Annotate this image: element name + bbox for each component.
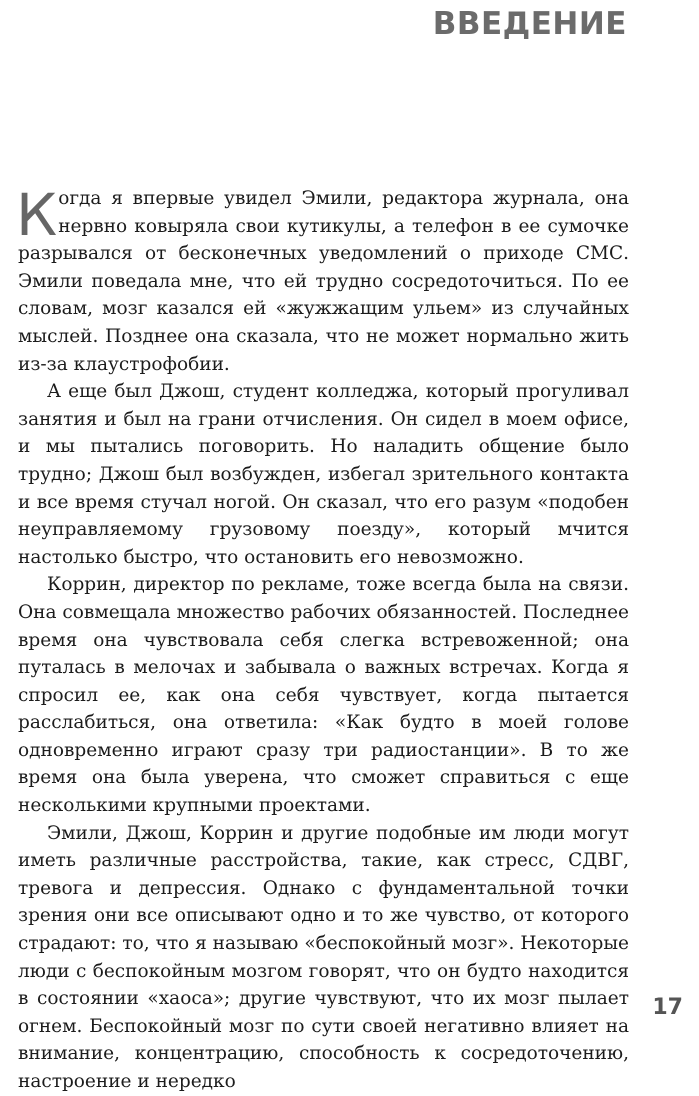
drop-cap: К [16,181,58,249]
paragraph-3: Коррин, директор по рекламе, тоже всегда была на связи. Она совмещала множество рабочих обязанностей. Последнее время она чувствовала себя слегка встревоженной; она путалась в мелочах и забывала о важных встречах. Когда я спросил ее, как она себя чувствует, когда пытается расслабиться, она ответила: «Как будто в моей голове одновременно играют сразу три радиостанции». В то же время она была уверена, что сможет справиться с еще несколькими крупными проектами. [18,574,629,817]
paragraph-2: А еще был Джош, студент колледжа, который прогуливал занятия и был на грани отчисления. Он сидел в моем офисе, и мы пытались поговорить. Но наладить общение было трудно; Джош был возбужден, избегал зрительного контакта и все время стучал ногой. Он сказал, что его разум «подобен неуправляемому грузовому поезду», который мчится настолько быстро, что остановить его невозможно. [18,381,629,568]
paragraph-1-text: огда я впервые увидел Эмили, редактора журнала, она нервно ковыряла свои кутикулы, а телефон в ее сумочке разрывался от бесконечных уведомлений о приходе СМС. Эмили поведала мне, что ей трудно сосредоточиться. По ее словам, мозг казался ей «жужжащим ульем» из случайных мыслей. Позднее она сказала, что не может нормально жить из-за клаустрофобии. [18,188,629,375]
paragraph-4: Эмили, Джош, Коррин и другие подобные им люди могут иметь различные расстройства, такие, как стресс, СДВГ, тревога и депрессия. Однако с фундаментальной точки зрения они все описывают одно и то же чувство, от которого страдают: то, что я называю «беспокойный мозг». Некоторые люди с беспокойным мозгом говорят, что он будто находится в состоянии «хаоса»; другие чувствуют, что их мозг пылает огнем. Беспокойный мозг по сути своей негативно влияет на внимание, концентрацию, способность к сосредоточению, настроение и нередко [18,822,629,1092]
paragraph-1 [16,181,629,378]
chapter-title: ВВЕДЕНИЕ [432,6,627,42]
body-text [16,181,629,1096]
page-number: 17 [652,995,683,1020]
